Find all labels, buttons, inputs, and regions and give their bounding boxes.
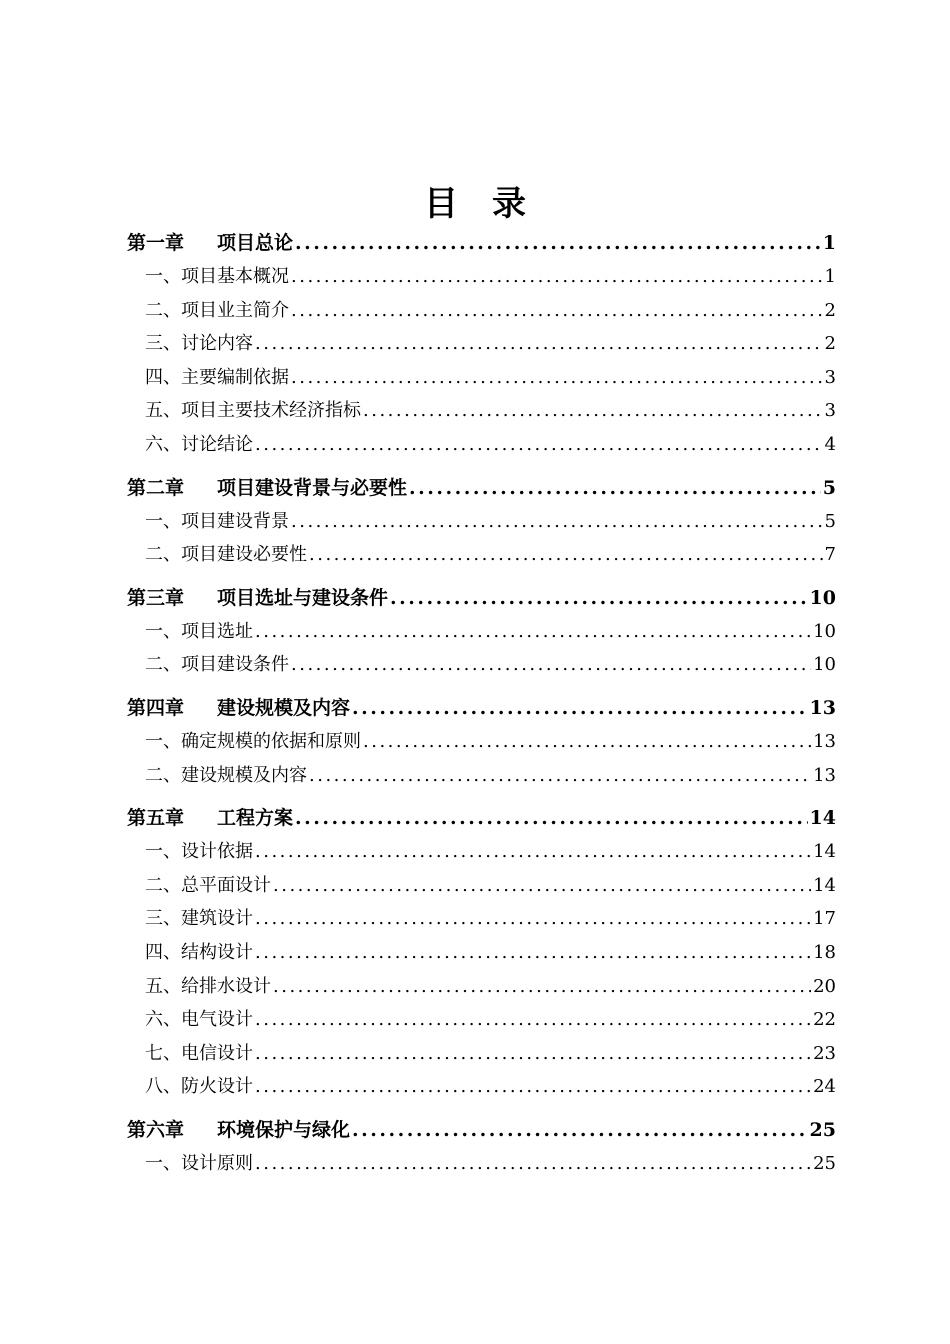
- toc-section-entry[interactable]: [127, 505, 836, 539]
- toc-entry-text: 二、项目建设条件: [145, 654, 289, 676]
- dot-leader: [363, 394, 823, 428]
- toc-section-entry[interactable]: [127, 428, 836, 462]
- toc-entry-text: 一、确定规模的依据和原则: [145, 730, 361, 752]
- chapter-number: 第四章: [127, 696, 185, 719]
- dot-leader: [255, 835, 811, 869]
- toc-entry-label: [145, 759, 307, 793]
- toc-section-entry[interactable]: [127, 970, 836, 1004]
- toc-chapter-entry[interactable]: [127, 581, 836, 615]
- toc-entry-text: 四、结构设计: [145, 941, 253, 963]
- toc-chapter-entry[interactable]: [127, 226, 836, 260]
- dot-leader: [291, 294, 823, 328]
- toc-section-entry[interactable]: [127, 725, 836, 759]
- toc-entry-label: [127, 801, 293, 835]
- toc-page-number: 10: [813, 654, 836, 676]
- toc-entry-label: [145, 869, 271, 903]
- toc-section-entry[interactable]: [127, 1003, 836, 1037]
- dot-leader: [273, 970, 811, 1004]
- dot-leader: [309, 538, 823, 572]
- dot-leader: [390, 581, 808, 615]
- toc-page-number: 22: [813, 1009, 836, 1031]
- toc-section-entry[interactable]: [127, 936, 836, 970]
- toc-page-number: 10: [809, 586, 836, 609]
- toc-entry-text: 一、项目选址: [145, 620, 253, 642]
- toc-page-number: 1: [822, 232, 836, 254]
- dot-leader: [255, 936, 811, 970]
- dot-leader: [309, 759, 811, 793]
- dot-leader: [409, 471, 821, 505]
- dot-leader: [291, 648, 811, 682]
- toc-page-number: 13: [813, 730, 836, 752]
- toc-section-entry[interactable]: [127, 294, 836, 328]
- toc-page-number: 7: [824, 544, 836, 566]
- chapter-number: 第二章: [127, 476, 185, 499]
- toc-section-entry[interactable]: [127, 869, 836, 903]
- toc-entry-label: [145, 260, 289, 294]
- toc-entry-label: [145, 294, 289, 328]
- toc-page-number: 23: [813, 1042, 836, 1064]
- toc-page-number: 3: [824, 400, 836, 422]
- toc-entry-label: [127, 1113, 350, 1147]
- dot-leader: [255, 1003, 811, 1037]
- toc-section-entry[interactable]: [127, 902, 836, 936]
- toc-entry-text: 二、建设规模及内容: [145, 764, 307, 786]
- toc-entry-label: [127, 471, 407, 505]
- chapter-number: 第三章: [127, 586, 185, 609]
- toc-entry-label: [145, 394, 361, 428]
- toc-page-number: 2: [824, 333, 836, 355]
- toc-entry-label: [145, 1037, 253, 1071]
- toc-entry-text: 工程方案: [217, 807, 294, 830]
- dot-leader: [352, 1113, 808, 1147]
- toc-page-number: 5: [822, 476, 836, 499]
- toc-section-entry[interactable]: [127, 361, 836, 395]
- toc-entry-label: [145, 361, 289, 395]
- chapter-number: 第六章: [127, 1118, 185, 1141]
- toc-chapter-entry[interactable]: [127, 691, 836, 725]
- toc-entry-label: [145, 648, 289, 682]
- toc-chapter-entry[interactable]: [127, 471, 836, 505]
- toc-entry-label: [145, 1070, 253, 1104]
- toc-entry-text: 七、电信设计: [145, 1042, 253, 1064]
- toc-page-number: 25: [809, 1118, 836, 1141]
- toc-entry-text: 八、防火设计: [145, 1076, 253, 1098]
- toc-entry-text: 一、项目基本概况: [145, 266, 289, 287]
- toc-entry-text: 项目选址与建设条件: [217, 586, 389, 609]
- dot-leader: [291, 260, 823, 294]
- toc-page-number: 4: [824, 433, 836, 455]
- toc-entry-text: 项目总论: [217, 232, 294, 254]
- toc-entry-text: 项目建设背景与必要性: [217, 476, 408, 499]
- toc-entry-label: [145, 970, 271, 1004]
- dot-leader: [295, 226, 821, 260]
- toc-entry-label: [145, 327, 253, 361]
- toc-entry-text: 二、总平面设计: [145, 874, 271, 896]
- toc-entry-label: [145, 1003, 253, 1037]
- toc-page-number: 2: [824, 299, 836, 321]
- toc-entry-text: 三、讨论内容: [145, 333, 253, 355]
- toc-entry-label: [145, 615, 253, 649]
- toc-page-number: 14: [813, 874, 836, 896]
- dot-leader: [255, 1147, 811, 1181]
- toc-entry-label: [145, 428, 253, 462]
- toc-page-number: 24: [813, 1076, 836, 1098]
- toc-section-entry[interactable]: [127, 615, 836, 649]
- table-of-contents: [127, 226, 836, 1180]
- dot-leader: [255, 1070, 811, 1104]
- dot-leader: [291, 505, 823, 539]
- toc-entry-text: 六、讨论结论: [145, 433, 253, 455]
- toc-entry-label: [145, 902, 253, 936]
- toc-page-number: 5: [824, 510, 836, 532]
- toc-entry-text: 二、项目建设必要性: [145, 544, 307, 566]
- toc-entry-text: 一、设计依据: [145, 841, 253, 863]
- dot-leader: [255, 615, 811, 649]
- toc-entry-label: [145, 538, 307, 572]
- toc-page-number: 14: [809, 807, 836, 830]
- dot-leader: [363, 725, 811, 759]
- toc-page-number: 14: [813, 841, 836, 863]
- toc-entry-label: [145, 725, 361, 759]
- toc-entry-label: [145, 1147, 253, 1181]
- chapter-number: 第一章: [127, 232, 185, 254]
- toc-entry-label: [127, 581, 388, 615]
- toc-section-entry[interactable]: [127, 835, 836, 869]
- dot-leader: [273, 869, 811, 903]
- toc-page-number: 20: [813, 975, 836, 997]
- toc-page-number: 3: [824, 366, 836, 388]
- toc-page-number: 10: [813, 620, 836, 642]
- toc-entry-text: 一、项目建设背景: [145, 510, 289, 532]
- toc-entry-text: 四、主要编制依据: [145, 366, 289, 388]
- toc-page-number: 13: [809, 696, 836, 719]
- toc-page-number: 1: [824, 266, 836, 287]
- toc-page-number: 25: [813, 1152, 836, 1174]
- dot-leader: [255, 902, 811, 936]
- toc-title: 目 录: [424, 184, 526, 224]
- toc-section-entry[interactable]: [127, 327, 836, 361]
- toc-page-number: 18: [813, 941, 836, 963]
- toc-section-entry[interactable]: [127, 260, 836, 294]
- toc-chapter-entry[interactable]: [127, 1113, 836, 1147]
- toc-entry-text: 五、项目主要技术经济指标: [145, 400, 361, 422]
- toc-section-entry[interactable]: [127, 1147, 836, 1181]
- toc-section-entry[interactable]: [127, 538, 836, 572]
- dot-leader: [255, 327, 823, 361]
- toc-chapter-entry[interactable]: [127, 801, 836, 835]
- dot-leader: [291, 361, 823, 395]
- chapter-number: 第五章: [127, 807, 185, 830]
- toc-entry-label: [145, 505, 289, 539]
- toc-section-entry[interactable]: [127, 648, 836, 682]
- toc-entry-text: 六、电气设计: [145, 1009, 253, 1031]
- toc-page-number: 13: [813, 764, 836, 786]
- toc-entry-text: 五、给排水设计: [145, 975, 271, 997]
- dot-leader: [255, 1037, 811, 1071]
- toc-entry-label: [145, 936, 253, 970]
- dot-leader: [255, 428, 823, 462]
- toc-entry-text: 环境保护与绿化: [217, 1118, 351, 1141]
- toc-entry-label: [127, 691, 350, 725]
- toc-entry-text: 建设规模及内容: [217, 696, 351, 719]
- toc-section-entry[interactable]: [127, 1037, 836, 1071]
- toc-section-entry[interactable]: [127, 759, 836, 793]
- toc-entry-label: [145, 835, 253, 869]
- toc-entry-text: 二、项目业主简介: [145, 299, 289, 321]
- toc-section-entry[interactable]: [127, 394, 836, 428]
- toc-entry-text: 三、建筑设计: [145, 908, 253, 930]
- toc-section-entry[interactable]: [127, 1070, 836, 1104]
- dot-leader: [352, 691, 808, 725]
- toc-entry-label: [127, 226, 293, 260]
- dot-leader: [295, 801, 808, 835]
- toc-entry-text: 一、设计原则: [145, 1152, 253, 1174]
- toc-page-number: 17: [813, 908, 836, 930]
